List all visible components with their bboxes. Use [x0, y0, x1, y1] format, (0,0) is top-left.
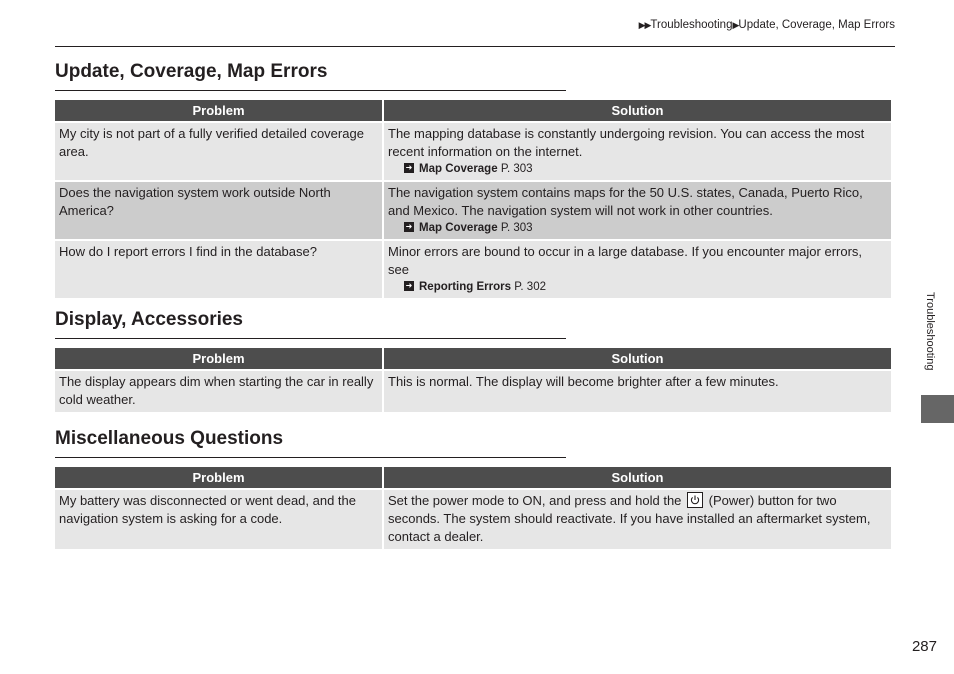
solution-cell: This is normal. The display will become brighter after a few minutes. — [384, 371, 891, 414]
problem-cell: Does the navigation system work outside North America? — [55, 182, 382, 241]
troubleshooting-table — [53, 348, 893, 414]
cross-reference-link[interactable] — [388, 279, 886, 295]
cross-reference-link[interactable] — [388, 220, 886, 236]
solution-text: Minor errors are bound to occur in a large database. If you encounter major errors, see — [388, 244, 863, 277]
breadcrumb-parent[interactable]: Troubleshooting — [650, 19, 733, 31]
table-row — [55, 182, 891, 241]
section-divider — [55, 457, 566, 458]
reference-page: P. 303 — [500, 222, 533, 234]
cross-reference-link[interactable] — [388, 161, 886, 177]
reference-page: P. 303 — [500, 163, 533, 175]
section-title: Update, Coverage, Map Errors — [55, 61, 328, 82]
problem-cell: How do I report errors I find in the database? — [55, 241, 382, 300]
reference-title[interactable]: Map Coverage — [419, 163, 498, 175]
side-tab-marker[interactable] — [921, 395, 954, 423]
section-divider — [55, 90, 566, 91]
breadcrumb-separator-icon: ▶ — [732, 20, 739, 30]
table-row — [55, 123, 891, 182]
solution-cell — [384, 182, 891, 241]
table-header-row — [55, 100, 891, 123]
column-header-problem: Problem — [55, 348, 382, 371]
breadcrumb-arrows-icon: ▶▶ — [638, 20, 651, 30]
column-header-solution: Solution — [384, 467, 891, 490]
breadcrumb — [639, 19, 895, 31]
solution-cell — [384, 241, 891, 300]
power-icon — [687, 492, 703, 508]
problem-cell: The display appears dim when starting the car in really cold weather. — [55, 371, 382, 414]
solution-text: The mapping database is constantly undergoing revision. You can access the most recent information on the internet. — [388, 126, 865, 159]
table-row — [55, 490, 891, 551]
solution-text-before: Set the power mode to ON, and press and hold the — [388, 493, 682, 508]
solution-cell — [384, 490, 891, 551]
reference-arrow-icon: ➜ — [405, 221, 413, 231]
problem-cell: My battery was disconnected or went dead, and the navigation system is asking for a code. — [55, 490, 382, 551]
reference-arrow-icon: ➜ — [405, 162, 413, 172]
section-display-accessories — [55, 308, 891, 414]
page-number: 287 — [911, 638, 937, 655]
section-miscellaneous — [55, 427, 891, 551]
reference-page: P. 302 — [514, 281, 546, 293]
solution-cell — [384, 123, 891, 182]
column-header-problem: Problem — [55, 100, 382, 123]
table-row — [55, 371, 891, 414]
reference-title[interactable]: Reporting Errors — [419, 281, 512, 293]
column-header-problem: Problem — [55, 467, 382, 490]
table-header-row — [55, 467, 891, 490]
reference-arrow-icon: ➜ — [405, 280, 413, 290]
section-title: Miscellaneous Questions — [55, 428, 284, 449]
troubleshooting-table — [53, 100, 893, 300]
column-header-solution: Solution — [384, 100, 891, 123]
section-divider — [55, 338, 566, 339]
reference-title[interactable]: Map Coverage — [419, 222, 498, 234]
side-tab-label: Troubleshooting — [924, 292, 936, 371]
section-update-coverage — [55, 60, 891, 300]
table-row — [55, 241, 891, 300]
solution-text: The navigation system contains maps for the 50 U.S. states, Canada, Puerto Rico, and Mexico. The navigation system will not work in other countries. — [388, 185, 863, 218]
troubleshooting-table — [53, 467, 893, 551]
table-header-row — [55, 348, 891, 371]
section-title: Display, Accessories — [55, 309, 243, 330]
header-divider — [55, 46, 895, 47]
column-header-solution: Solution — [384, 348, 891, 371]
breadcrumb-current: Update, Coverage, Map Errors — [738, 19, 895, 31]
problem-cell: My city is not part of a fully verified detailed coverage area. — [55, 123, 382, 182]
solution-text-after: (Power) button for two seconds. The system should reactivate. If you have installed an aftermarket system, contact a dealer. — [388, 493, 871, 544]
